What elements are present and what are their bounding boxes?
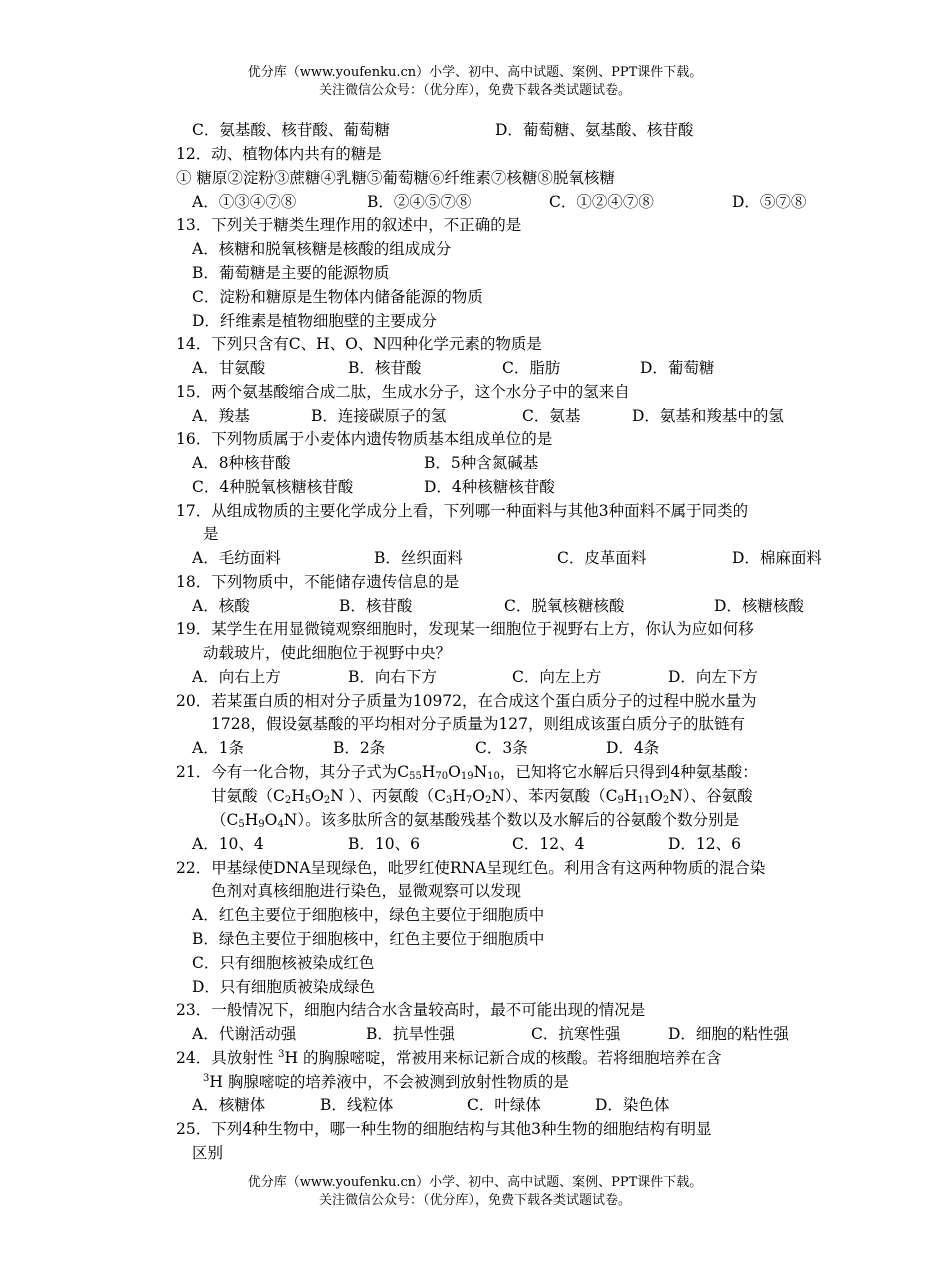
alanine-formula: $C_3H_7O_2N$	[434, 787, 505, 806]
phenylalanine-label: 苯丙氨酸	[528, 787, 591, 805]
q19-option-c: C．向左上方	[512, 668, 602, 686]
q21-stem-line-1	[176, 761, 758, 783]
q21-stem-text-c: 该多肽所含的氨基酸残基个数以及水解后的谷氨酸个数分别是	[320, 811, 740, 829]
page-footer	[0, 1174, 950, 1210]
q25-stem-line-2: 区别	[192, 1144, 224, 1162]
q16-option-d: D．4种核糖核苷酸	[424, 478, 555, 496]
alanine-label: 丙氨酸	[372, 787, 419, 805]
q12-option-a: A．①③④⑦⑧	[192, 193, 297, 211]
q19-stem-line-1: 19．某学生在用显微镜观察细胞时，发现某一细胞位于视野右上方，你认为应如何移	[176, 620, 754, 638]
q16-stem: 16．下列物质属于小麦体内遗传物质基本组成单位的是	[176, 430, 553, 448]
q14-option-c: C．脂肪	[502, 359, 561, 377]
q20-option-a: A．1条	[192, 739, 245, 757]
q13-stem: 13．下列关于糖类生理作用的叙述中，不正确的是	[176, 216, 522, 234]
q20-option-d: D．4条	[606, 739, 660, 757]
header-line-1: 优分库（www.youfenku.cn）小学、初中、高中试题、案例、PPT课件下载。	[247, 65, 703, 80]
q23-option-b: B．抗旱性强	[366, 1025, 455, 1043]
q14-stem: 14．下列只含有C、H、O、N四种化学元素的物质是	[176, 335, 542, 353]
q18-option-c: C．脱氧核糖核酸	[504, 597, 625, 615]
q18-option-a: A．核酸	[192, 597, 250, 615]
q15-option-c: C．氨基	[522, 407, 581, 425]
q15-option-b: B．连接碳原子的氢	[311, 407, 447, 425]
q13-option-b: B．葡萄糖是主要的能源物质	[192, 264, 390, 282]
q12-stem: 12．动、植物体内共有的糖是	[176, 145, 382, 163]
q13-option-c: C．淀粉和糖原是生物体内储备能源的物质	[192, 288, 483, 306]
q18-option-d: D．核糖核酸	[714, 597, 804, 615]
phenylalanine-formula: $C_9H_{11}O_2N$	[605, 787, 683, 806]
q17-option-b: B．丝织面料	[374, 549, 463, 567]
glycine-formula: $C_2H_5O_2N$	[273, 787, 344, 806]
q21-option-c: C．12、4	[512, 835, 585, 853]
glutamate-formula: $C_5H_9O_4N$	[226, 811, 298, 830]
q21-stem-line-2: 甘氨酸（$C_2H_5O_2N$ ）、丙氨酸$(C_3H_7O_2N)$、苯丙氨酸$(C_9H_{11}O_2N)$、谷氨酸	[211, 787, 753, 806]
q20-stem-line-2: 1728，假设氨基酸的平均相对分子质量为127，则组成该蛋白质分子的肽链有	[211, 715, 746, 733]
q20-option-b: B．2条	[333, 739, 386, 757]
q20-stem-line-1: 20．若某蛋白质的相对分子质量为10972，在合成这个蛋白质分子的过程中脱水量为	[176, 692, 757, 710]
q24-stem-line-2: $^3$H 胸腺嘧啶的培养液中，不会被测到放射性物质的是	[203, 1073, 569, 1091]
glutamate-label: 谷氨酸	[706, 787, 753, 805]
q21-stem-line-3: $(C_5H_9O_4N)$。该多肽所含的氨基酸残基个数以及水解后的谷氨酸个数分别是	[211, 811, 740, 830]
q17-stem-line-2: 是	[203, 525, 219, 543]
q17-stem-line-1: 17．从组成物质的主要化学成分上看，下列哪一种面料与其他3种面料不属于同类的	[176, 502, 749, 520]
q22-stem-line-1: 22．甲基绿使DNA呈现绿色，吡罗红使RNA呈现红色。利用含有这两种物质的混合染	[176, 859, 766, 877]
q16-option-a: A．8种核苷酸	[192, 454, 291, 472]
q24-option-a: A．核糖体	[192, 1096, 266, 1114]
q11-option-d: D．葡萄糖、氨基酸、核苷酸	[495, 121, 694, 139]
q15-option-d: D．氨基和羧基中的氢	[632, 407, 784, 425]
q14-option-a: A．甘氨酸	[192, 359, 266, 377]
q18-option-b: B．核苷酸	[339, 597, 413, 615]
q16-option-b: B．5种含氮碱基	[424, 454, 539, 472]
q25-stem-line-1: 25．下列4种生物中，哪一种生物的细胞结构与其他3种生物的细胞结构有明显	[176, 1120, 712, 1138]
q22-stem-line-2: 色剂对真核细胞进行染色，显微观察可以发现	[211, 882, 522, 900]
footer-line-1: 优分库（www.youfenku.cn）小学、初中、高中试题、案例、PPT课件下载。	[247, 1175, 703, 1190]
q21-formula: $C_{55}H_{70}O_{19}N_{10}$	[397, 763, 500, 782]
q12-sugar-list: ① 糖原②淀粉③蔗糖④乳糖⑤葡萄糖⑥纤维素⑦核糖⑧脱氧核糖	[176, 169, 615, 187]
q23-stem: 23．一般情况下，细胞内结合水含量较高时，最不可能出现的情况是	[176, 1001, 646, 1019]
q17-option-d: D．棉麻面料	[732, 549, 822, 567]
q18-stem: 18．下列物质中，不能储存遗传信息的是	[176, 573, 460, 591]
q12-option-c: C．①②④⑦⑧	[549, 193, 654, 211]
q14-option-b: B．核苷酸	[348, 359, 422, 377]
q11-option-c: C．氨基酸、核苷酸、葡萄糖	[192, 121, 390, 139]
q19-option-b: B．向右下方	[348, 668, 437, 686]
q21-option-b: B．10、6	[348, 835, 420, 853]
q14-option-d: D．葡萄糖	[640, 359, 715, 377]
q13-option-a: A．核糖和脱氧核糖是核酸的组成成分	[192, 240, 452, 258]
q19-option-a: A．向右上方	[192, 668, 281, 686]
q22-option-b: B．绿色主要位于细胞核中，红色主要位于细胞质中	[192, 930, 545, 948]
q24-option-b: B．线粒体	[320, 1096, 394, 1114]
q24-option-c: C．叶绿体	[467, 1096, 541, 1114]
q19-option-d: D．向左下方	[668, 668, 758, 686]
q21-stem-text-b: ，已知将它水解后只得到4种氨基酸：	[499, 763, 758, 781]
q17-option-c: C．皮革面料	[557, 549, 647, 567]
q13-option-d: D．纤维素是植物细胞壁的主要成分	[192, 312, 437, 330]
q21-stem-text-a: 21．今有一化合物，其分子式为	[176, 763, 398, 781]
q12-option-b: B．②④⑤⑦⑧	[367, 193, 472, 211]
q24-stem-line-1: 24．具放射性 $^3$H 的胸腺嘧啶，常被用来标记新合成的核酸。若将细胞培养在含	[176, 1049, 722, 1067]
header-line-2: 关注微信公众号：（优分库），免费下载各类试题试卷。	[318, 83, 631, 98]
q23-option-c: C．抗寒性强	[531, 1025, 621, 1043]
q20-option-c: C．3条	[475, 739, 528, 757]
q17-option-a: A．毛纺面料	[192, 549, 281, 567]
q22-option-d: D．只有细胞质被染成绿色	[192, 978, 375, 996]
footer-line-2: 关注微信公众号：（优分库），免费下载各类试题试卷。	[318, 1193, 631, 1208]
tritium-superscript: 3	[278, 1049, 285, 1060]
page-header	[0, 64, 950, 100]
q22-option-a: A．红色主要位于细胞核中，绿色主要位于细胞质中	[192, 906, 545, 924]
q23-option-d: D．细胞的粘性强	[668, 1025, 789, 1043]
q16-option-c: C．4种脱氧核糖核苷酸	[192, 478, 354, 496]
tritium-superscript-2: 3	[203, 1073, 210, 1084]
glycine-label: 甘氨酸	[211, 787, 258, 805]
q22-option-c: C．只有细胞核被染成红色	[192, 954, 375, 972]
q12-option-d: D．⑤⑦⑧	[732, 193, 807, 211]
q15-option-a: A．羧基	[192, 407, 250, 425]
q24-option-d: D．染色体	[595, 1096, 670, 1114]
q15-stem: 15．两个氨基酸缩合成二肽，生成水分子，这个水分子中的氢来自	[176, 383, 630, 401]
q23-option-a: A．代谢活动强	[192, 1025, 297, 1043]
q21-option-a: A．10、4	[192, 835, 264, 853]
q21-option-d: D．12、6	[668, 835, 742, 853]
q19-stem-line-2: 动载玻片，使此细胞位于视野中央？	[203, 644, 452, 662]
